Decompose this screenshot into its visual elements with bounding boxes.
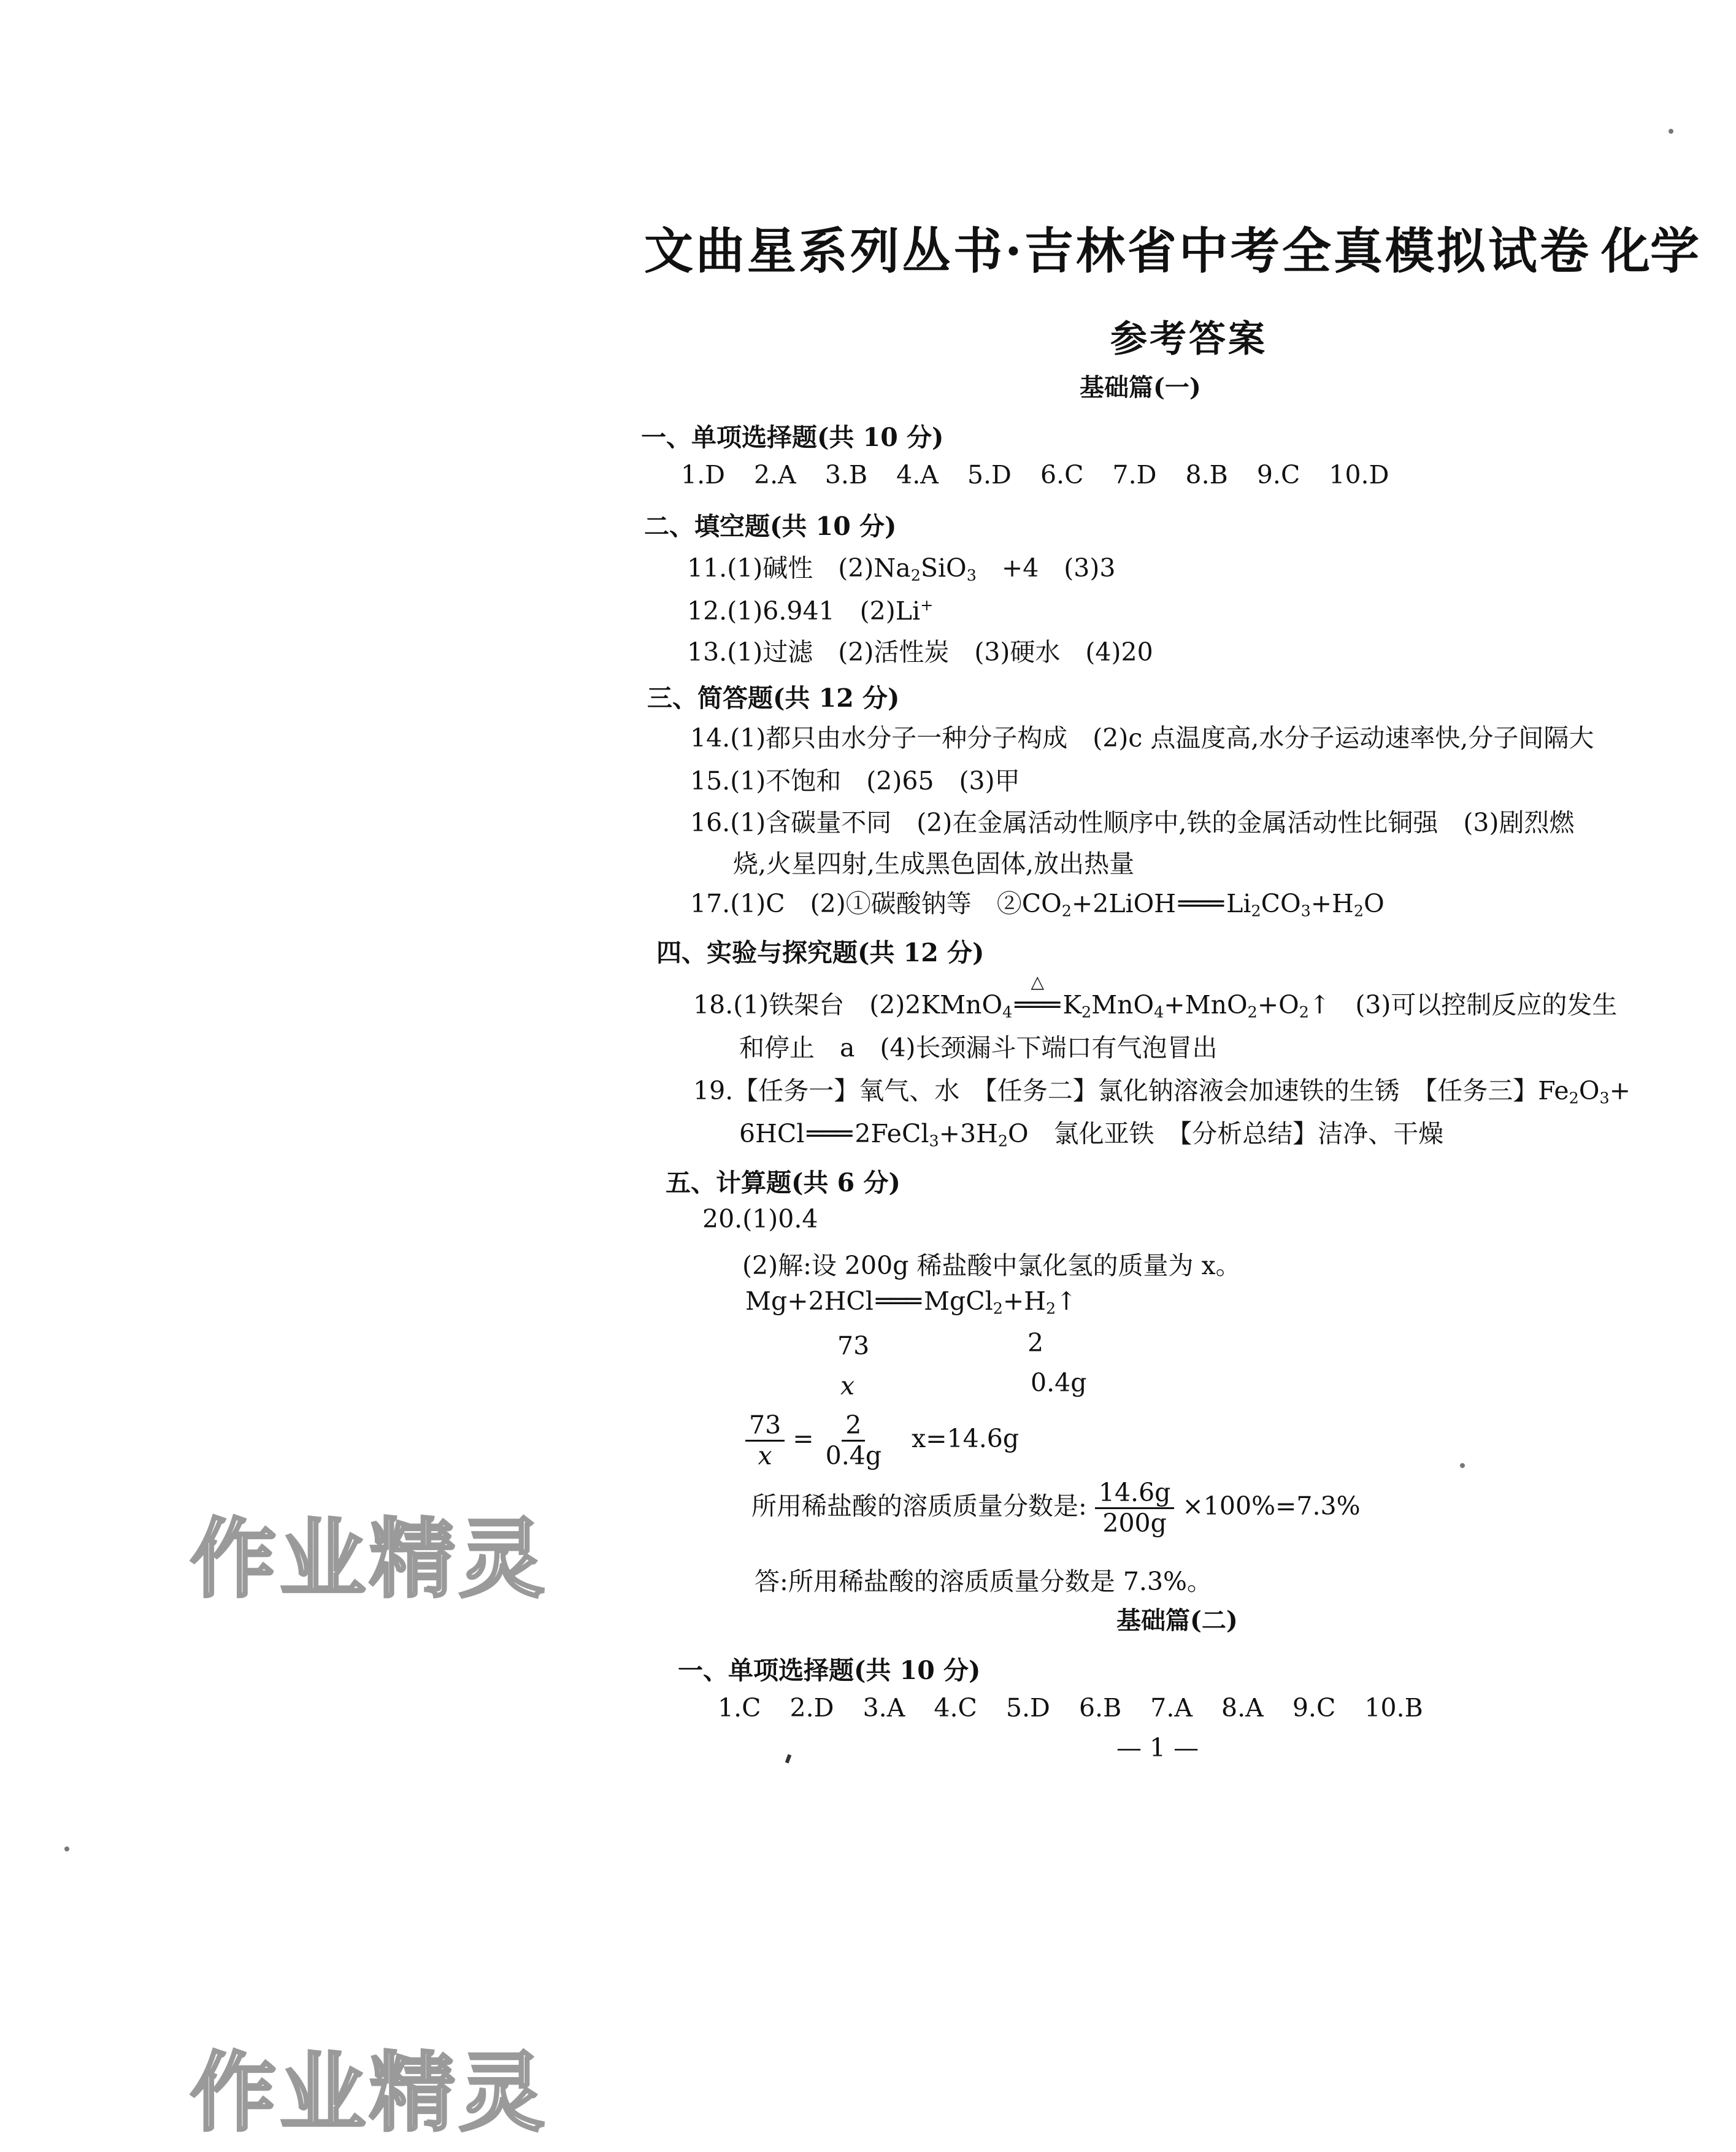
molar-mass-h2: 2 xyxy=(1027,1328,1044,1358)
part2-title: 基础篇(二) xyxy=(1116,1606,1238,1635)
equals-sign: ═══ xyxy=(875,1286,921,1316)
mass-fraction-calculation: 所用稀盐酸的溶质质量分数是: $\frac{14.6g}{200g}$ ×100%=7.3% xyxy=(751,1478,1361,1539)
part1-mcq-answers xyxy=(681,460,1410,490)
part1-sec5-title: 五、计算题(共 6 分) xyxy=(666,1168,901,1197)
mcq-answer: 1.D xyxy=(681,460,725,490)
mcq-answer: 5.D xyxy=(1005,1693,1050,1723)
scan-speck xyxy=(1460,1463,1465,1468)
final-answer: 答:所用稀盐酸的溶质质量分数是 7.3%。 xyxy=(755,1567,1213,1596)
mcq-answer: 2.D xyxy=(789,1693,834,1723)
q20-part2-setup: (2)解:设 200g 稀盐酸中氯化氢的质量为 x。 xyxy=(742,1251,1241,1280)
equals-sign: ═══ xyxy=(1178,889,1224,918)
scan-speck xyxy=(1669,129,1673,134)
watermark-upper: 作业精灵 xyxy=(190,1510,549,1610)
mcq-answer: 3.B xyxy=(824,460,868,490)
q17-answer: 17.(1)C (2)①碳酸钠等 $②CO_2+2LiOH═══Li_2CO_3+H_2O$ xyxy=(690,889,1385,920)
heating-equals-sign: △ ═══ xyxy=(1015,972,1061,1020)
mcq-answer: 7.A xyxy=(1150,1693,1193,1723)
page-number: — 1 — xyxy=(1116,1733,1199,1762)
known-h2-mass: 0.4g xyxy=(1031,1368,1087,1397)
mcq-answer: 9.C xyxy=(1256,460,1300,490)
part2-mcq-answers xyxy=(718,1693,1444,1723)
part1-sec4-title: 四、实验与探究题(共 12 分) xyxy=(656,938,985,967)
reaction-equation: $Mg+2HCl═══MgCl_2+H_2↑$ xyxy=(745,1286,1077,1318)
mcq-answer: 6.B xyxy=(1078,1693,1122,1723)
q16-answer-line2: 烧,火星四射,生成黑色固体,放出热量 xyxy=(733,849,1135,878)
mcq-answer: 8.B xyxy=(1185,460,1228,490)
mcq-answer: 2.A xyxy=(754,460,796,490)
watermark-lower: 作业精灵 xyxy=(190,2043,549,2143)
mcq-answer: 3.A xyxy=(862,1693,905,1723)
mcq-answer: 10.D xyxy=(1329,460,1389,490)
proportion-equation: $\frac{73}{x}$ = $\frac{2}{0.4g}$ x=14.6g xyxy=(745,1411,1019,1470)
scan-mark xyxy=(785,1754,791,1763)
part1-title: 基础篇(一) xyxy=(1080,373,1201,402)
q14-answer: 14.(1)都只由水分子一种分子构成 (2)c 点温度高,水分子运动速率快,分子间隔大 xyxy=(690,723,1594,753)
q18-answer-line2: 和停止 a (4)长颈漏斗下端口有气泡冒出 xyxy=(739,1033,1218,1063)
q18-answer-line1: 18.(1)铁架台 (2)2KMnO$_4$ △ $═══K_2MnO_4+MnO_2+O_2↑$ (3)可以控制反应的发生 xyxy=(693,972,1618,1021)
q19-answer-line1: 19.【任务一】氧气、水 【任务二】氯化钠溶液会加速铁的生锈 【任务三】$Fe_2O_3+$ xyxy=(693,1076,1630,1107)
mcq-answer: 4.C xyxy=(934,1693,977,1723)
scan-speck xyxy=(64,1846,69,1851)
equals-sign: ═══ xyxy=(807,1119,853,1148)
mcq-answer: 6.C xyxy=(1040,460,1084,490)
part1-sec1-title: 一、单项选择题(共 10 分) xyxy=(641,423,944,452)
q20-part1: 20.(1)0.4 xyxy=(702,1204,818,1234)
mcq-answer: 9.C xyxy=(1292,1693,1336,1723)
mcq-answer: 8.A xyxy=(1221,1693,1264,1723)
q19-answer-line2: $6HCl═══2FeCl_3+3H_2O$ 氯化亚铁 【分析总结】洁净、干燥 xyxy=(739,1119,1444,1150)
q16-answer-line1: 16.(1)含碳量不同 (2)在金属活动性顺序中,铁的金属活动性比铜强 (3)剧烈燃 xyxy=(690,808,1575,837)
mcq-answer: 4.A xyxy=(896,460,939,490)
answer-key-title: 参考答案 xyxy=(1110,318,1267,361)
part1-sec3-title: 三、简答题(共 12 分) xyxy=(647,683,900,713)
mcq-answer: 10.B xyxy=(1364,1693,1423,1723)
q15-answer: 15.(1)不饱和 (2)65 (3)甲 xyxy=(690,766,1020,796)
q12-answer: 12.(1)6.941 (2)Li+ xyxy=(687,595,934,626)
mcq-answer: 1.C xyxy=(718,1693,761,1723)
part1-sec2-title: 二、填空题(共 10 分) xyxy=(644,512,897,541)
q13-answer: 13.(1)过滤 (2)活性炭 (3)硬水 (4)20 xyxy=(687,637,1153,667)
q11-answer: 11.(1)碱性 $(2)Na_2SiO_3$ +4 (3)3 xyxy=(687,553,1116,585)
series-title: 文曲星系列丛书·吉林省中考全真模拟试卷 xyxy=(644,222,1591,280)
mcq-answer: 7.D xyxy=(1112,460,1157,490)
molar-mass-hcl: 73 xyxy=(837,1331,870,1361)
mcq-answer: 5.D xyxy=(967,460,1012,490)
part2-sec1-title: 一、单项选择题(共 10 分) xyxy=(678,1656,981,1685)
subject-title: 化学 xyxy=(1601,222,1699,280)
unknown-x: x xyxy=(840,1371,855,1401)
